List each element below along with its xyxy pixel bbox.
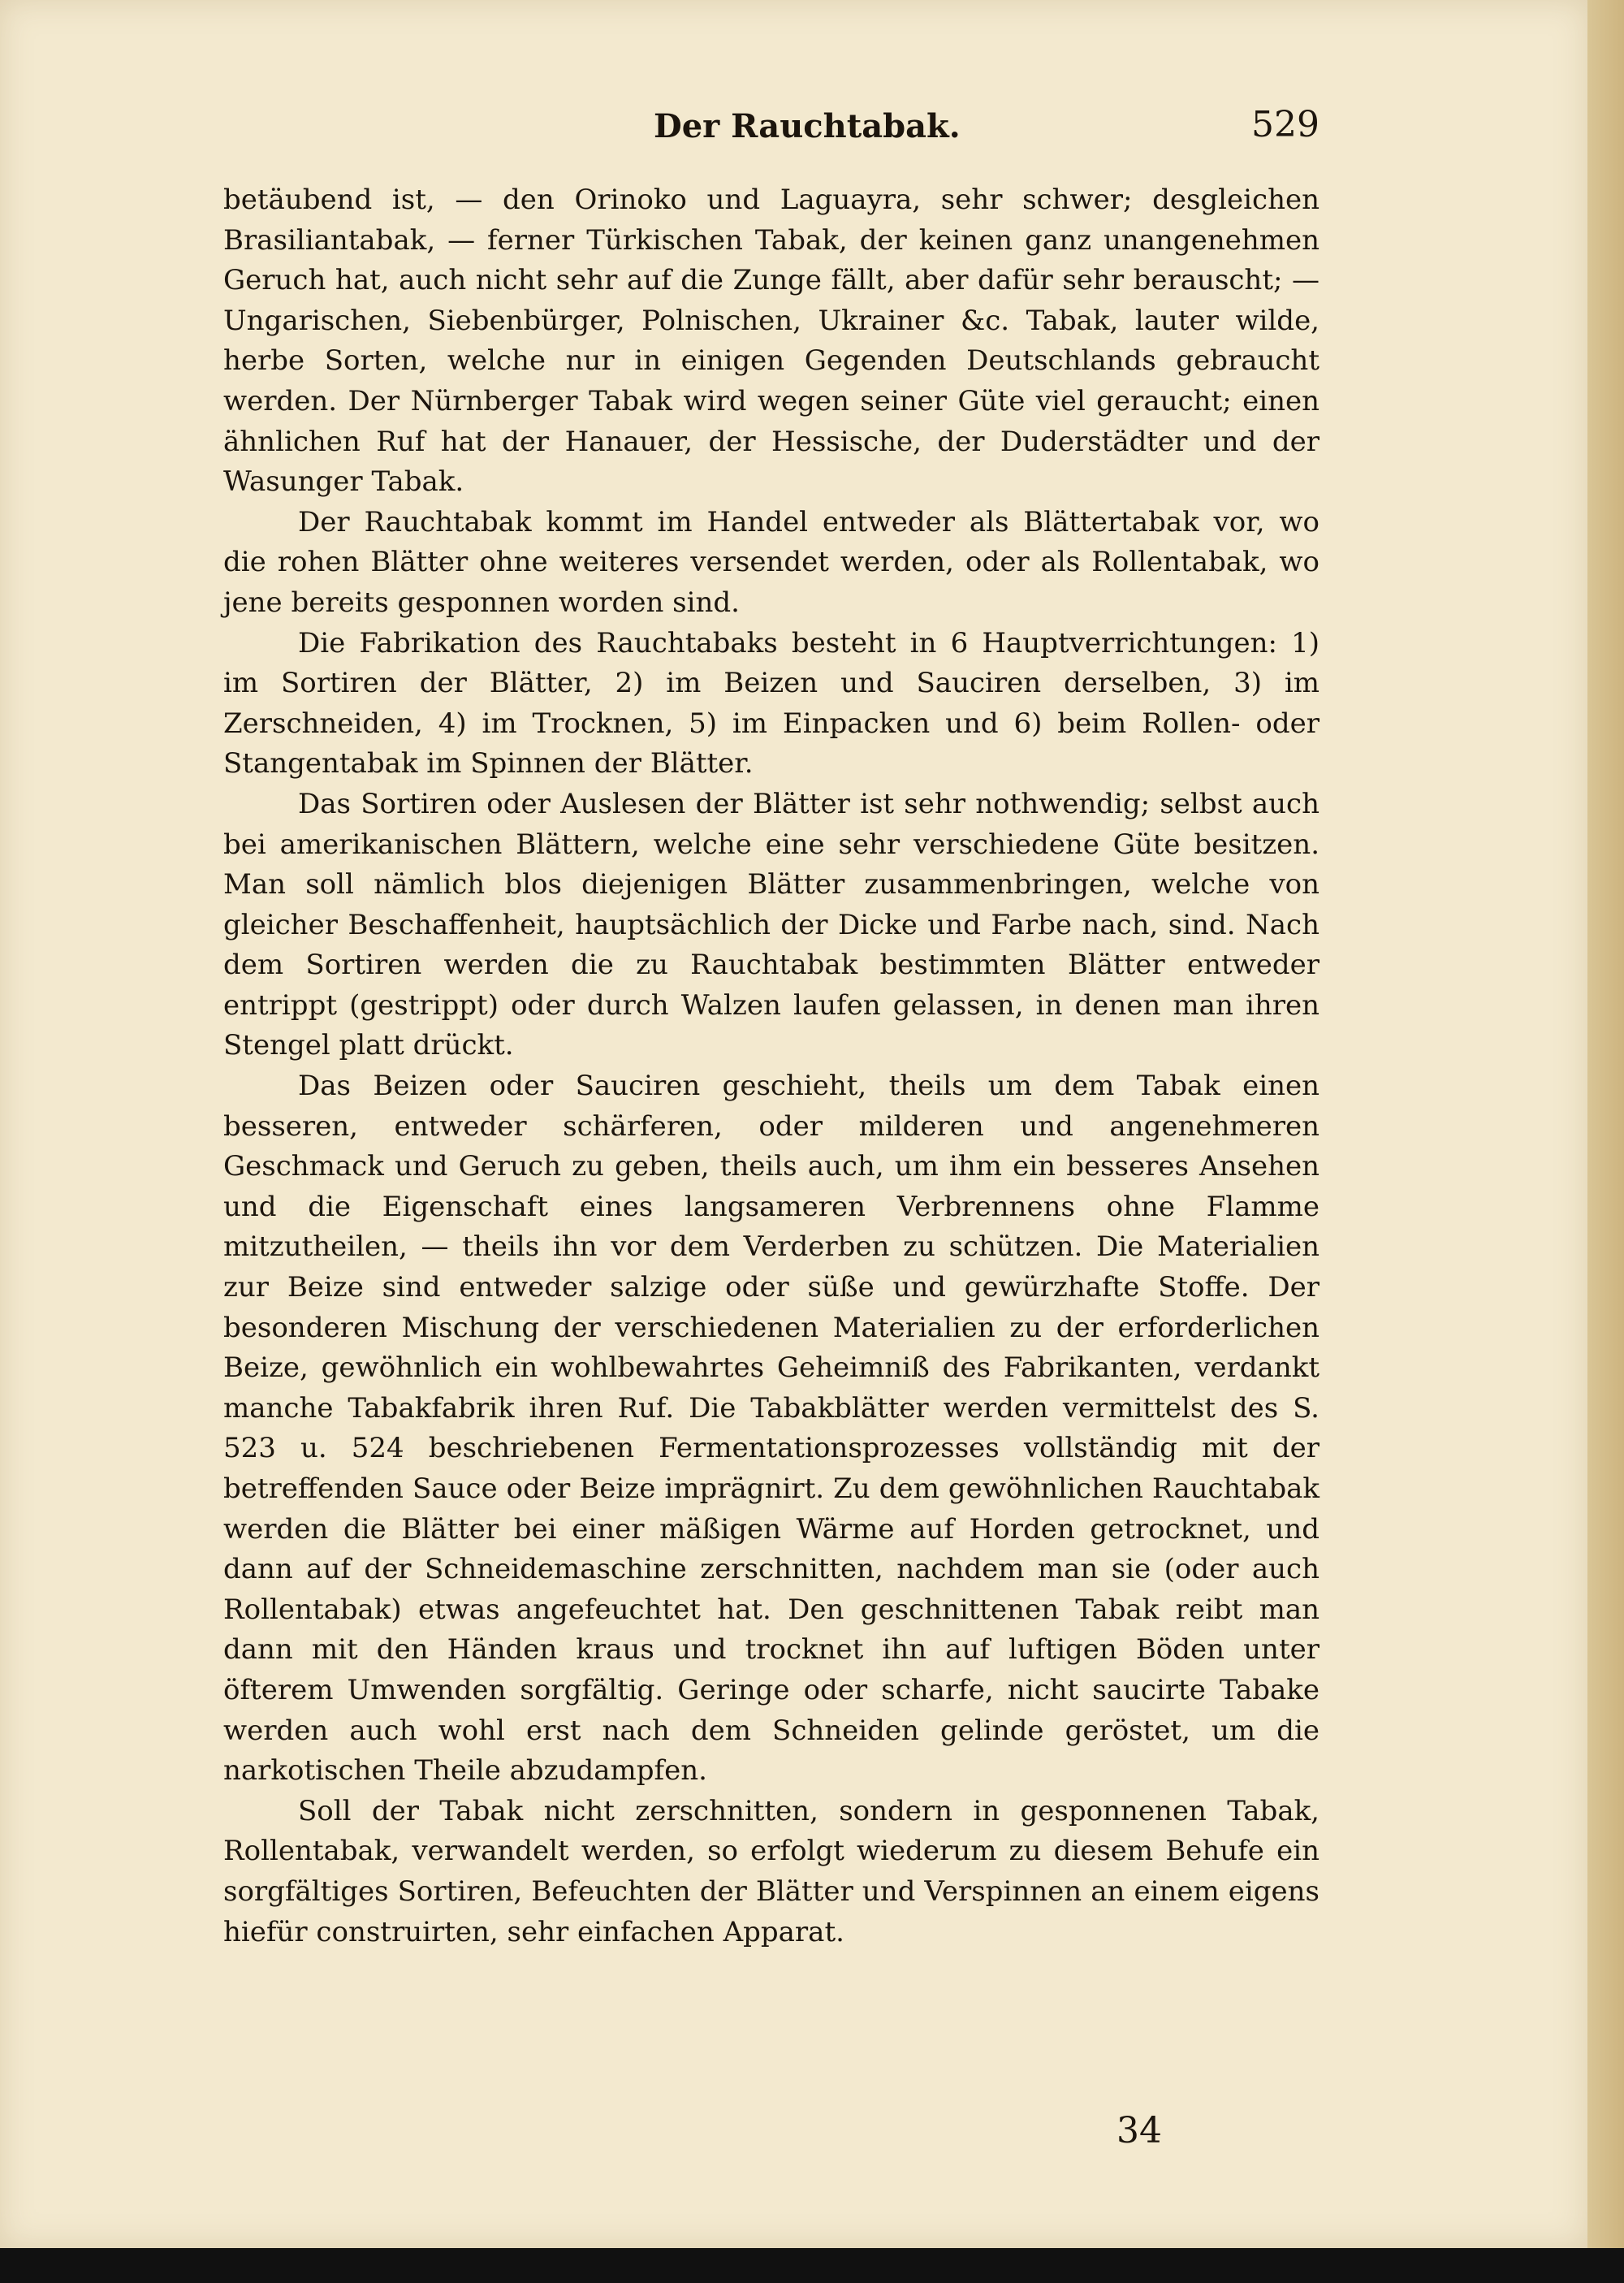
page-edge-right — [1587, 0, 1624, 2283]
paragraph-6: Soll der Tabak nicht zerschnitten, sondern in gesponnenen Tabak, Rollentabak, verwandelt werden, so erfolgt wiederum zu diesem Behufe ein sorgfältiges Sortiren, Befeuchten der Blätter und Verspinnen an einem eigens hiefür construirten, sehr einfachen Apparat. — [223, 1794, 1320, 1948]
page-header — [223, 104, 1320, 161]
paragraph-5: Das Beizen oder Sauciren geschieht, theils um dem Tabak einen besseren, entweder schärferen, oder milderen und angenehmeren Geschmack und Geruch zu geben, theils auch, um ihm ein besseres Ansehen und die Eigenschaft eines langsameren Verbrennens ohne Flamme mitzutheilen, — theils ihn vor dem Verderben zu schützen. Die Materialien zur Beize sind entweder salzige oder süße und gewürzhafte Stoffe. Der besonderen Mischung der verschiedenen Materialien zu der erforderlichen Beize, gewöhnlich ein wohlbewahrtes Geheimniß des Fabrikanten, verdankt manche Tabakfabrik ihren Ruf. Die Tabakblätter werden vermittelst des S. 523 u. 524 beschriebenen Fermentationsprozesses vollständig mit der betreffenden Sauce oder Beize imprägnirt. Zu dem gewöhnlichen Rauchtabak werden die Blätter bei einer mäßigen Wärme auf Horden getrocknet, und dann auf der Schneidemaschine zerschnitten, nachdem man sie (oder auch Rollentabak) etwas angefeuchtet hat. Den geschnittenen Tabak reibt man dann mit den Händen kraus und trocknet ihn auf luftigen Böden unter öfterem Umwenden sorgfältig. Geringe oder scharfe, nicht saucirte Tabake werden auch wohl erst nach dem Schneiden gelinde geröstet, um die narkotischen Theile abzudampfen. — [223, 1070, 1320, 1788]
paragraph-1: betäubend ist, — den Orinoko und Laguayra, sehr schwer; desgleichen Brasiliantabak, — ferner Türkischen Tabak, der keinen ganz unangenehmen Geruch hat, auch nicht sehr auf die Zunge fällt, aber dafür sehr berauscht; — Ungarischen, Siebenbürger, Polnischen, Ukrainer &c. Tabak, lauter wilde, herbe Sorten, welche nur in einigen Gegenden Deutschlands gebraucht werden. Der Nürnberger Tabak wird wegen seiner Güte viel geraucht; einen ähnlichen Ruf hat der Hanauer, der Hessische, der Duderstädter und der Wasunger Tabak. — [223, 184, 1320, 499]
paragraph-3: Die Fabrikation des Rauchtabaks besteht in 6 Hauptverrichtungen: 1) im Sortiren der Blätter, 2) im Beizen und Sauciren derselben, 3) im Zerschneiden, 4) im Trocknen, 5) im Einpacken und 6) beim Rollen- oder Stangentabak im Spinnen der Blätter. — [223, 626, 1320, 780]
page-number: 529 — [1251, 104, 1320, 145]
running-title: Der Rauchtabak. — [654, 107, 961, 145]
body-text — [223, 180, 1320, 1952]
page-edge-bottom — [0, 2248, 1624, 2283]
signature-mark: 34 — [1116, 2110, 1162, 2151]
paragraph-2: Der Rauchtabak kommt im Handel entweder als Blättertabak vor, wo die rohen Blätter ohne weiteres versendet werden, oder als Rollentabak, wo jene bereits gesponnen worden sind. — [223, 505, 1320, 619]
paragraph-4: Das Sortiren oder Auslesen der Blätter ist sehr nothwendig; selbst auch bei amerikanischen Blättern, welche eine sehr verschiedene Güte besitzen. Man soll nämlich blos diejenigen Blätter zusammenbringen, welche von gleicher Beschaffenheit, hauptsächlich der Dicke und Farbe nach, sind. Nach dem Sortiren werden die zu Rauchtabak bestimmten Blätter entweder entrippt (gestrippt) oder durch Walzen laufen gelassen, in denen man ihren Stengel platt drückt. — [223, 787, 1320, 1062]
